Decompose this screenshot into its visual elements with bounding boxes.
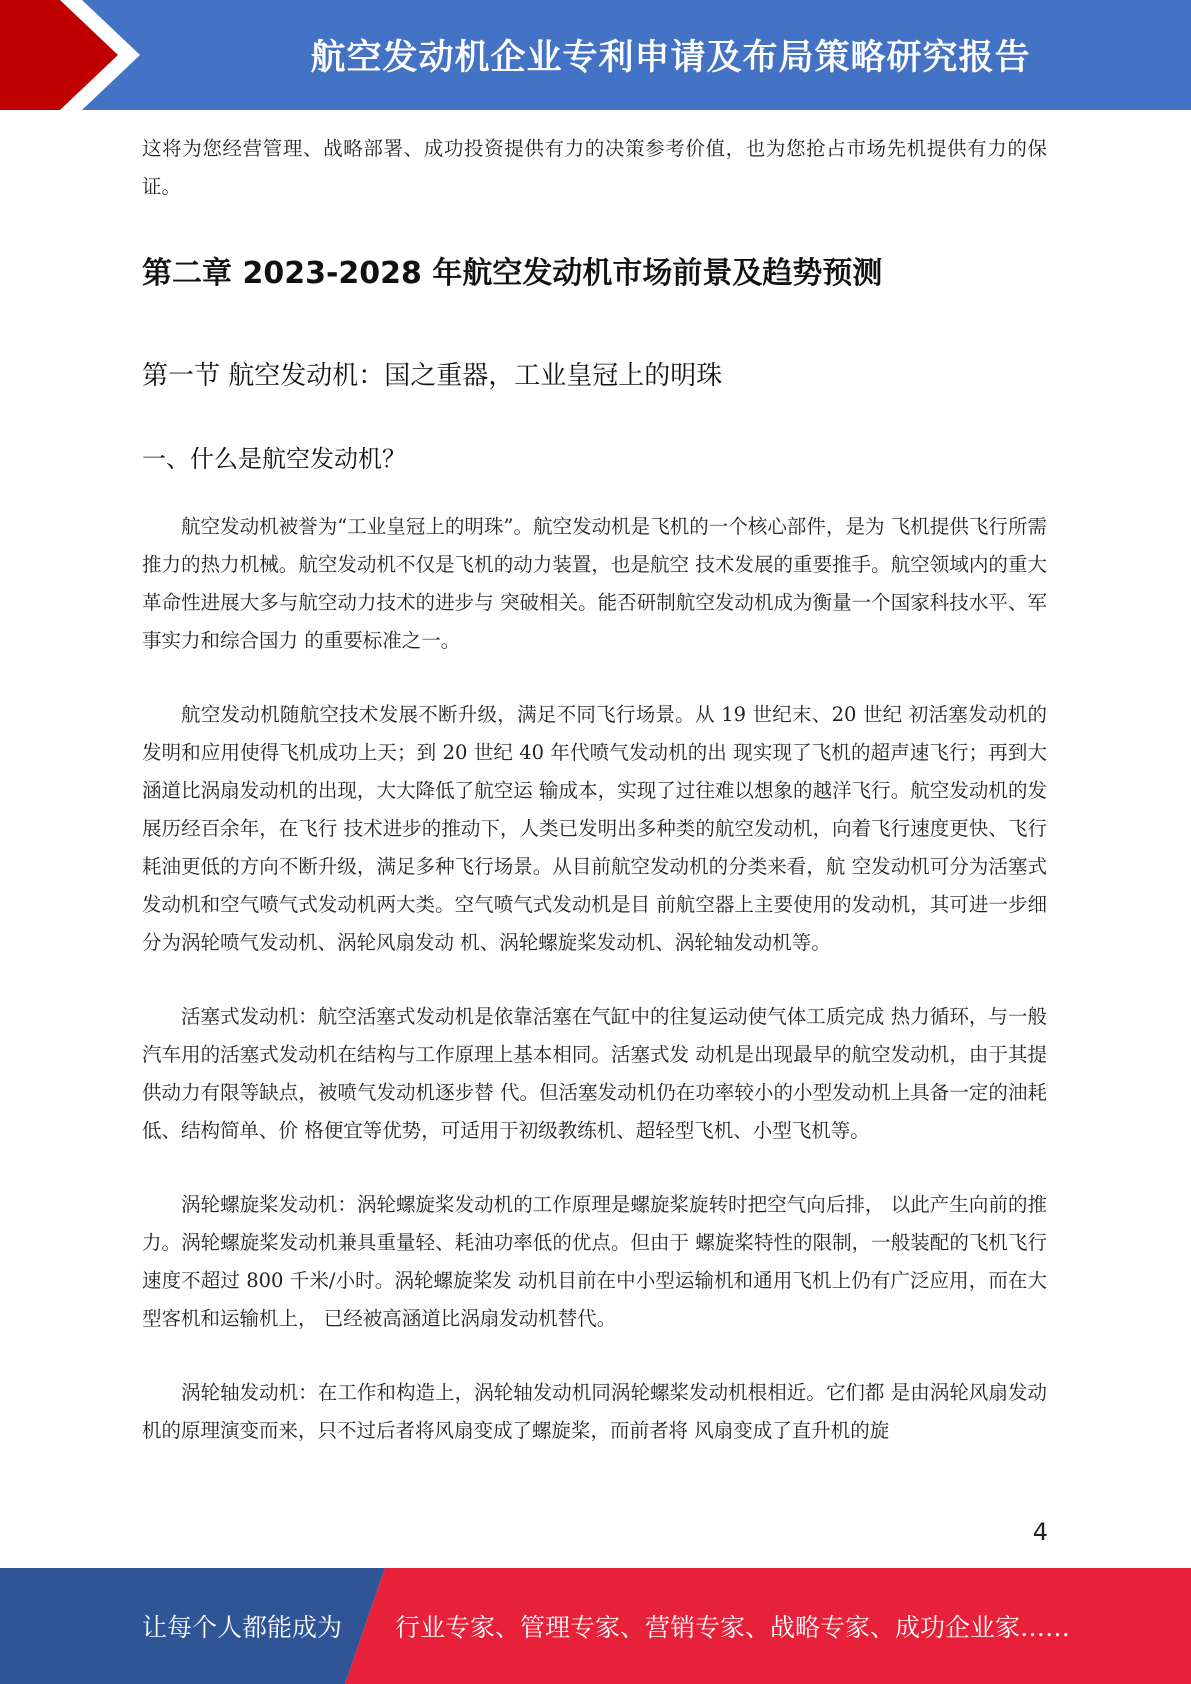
chapter-title: 第二章 2023-2028 年航空发动机市场前景及趋势预测: [142, 256, 883, 291]
page-footer: [0, 1568, 1191, 1684]
section-title: 第一节 航空发动机：国之重器，工业皇冠上的明珠: [142, 361, 723, 391]
body-paragraph: 活塞式发动机：航空活塞式发动机是依靠活塞在气缸中的往复运动使气体工质完成 热力循环，与一般汽车用的活塞式发动机在结构与工作原理上基本相同。活塞式发 动机是出现最早的航空发动机，由于其提供动力有限等缺点，被喷气发动机逐步替 代。但活塞发动机仍在功率较小的小型发动机上具备一定的油耗低、结构简单、价 格便宜等优势，可适用于初级教练机、超轻型飞机、小型飞机等。: [142, 1005, 1047, 1142]
arrow-banner-icon: [0, 0, 160, 110]
intro-paragraph: 这将为您经营管理、战略部署、成功投资提供有力的决策参考价值，也为您抢占市场先机提供有力的保证。: [142, 137, 1047, 198]
page-header: [0, 0, 1191, 110]
body-paragraph: 航空发动机被誉为“工业皇冠上的明珠”。航空发动机是飞机的一个核心部件，是为 飞机提供飞行所需推力的热力机械。航空发动机不仅是飞机的动力装置，也是航空 技术发展的重要推手。航空领域内的重大革命性进展大多与航空动力技术的进步与 突破相关。能否研制航空发动机成为衡量一个国家科技水平、军事实力和综合国力 的重要标准之一。: [142, 515, 1047, 652]
body-paragraph: 涡轮轴发动机：在工作和构造上，涡轮轴发动机同涡轮螺桨发动机根相近。它们都 是由涡轮风扇发动机的原理演变而来，只不过后者将风扇变成了螺旋桨，而前者将 风扇变成了直升机的旋: [142, 1381, 1047, 1442]
footer-slogan-right: 行业专家、管理专家、营销专家、战略专家、成功企业家……: [395, 1613, 1071, 1642]
footer-slogan-left: 让每个人都能成为: [142, 1613, 343, 1642]
body-paragraph: 航空发动机随航空技术发展不断升级，满足不同飞行场景。从 19 世纪末、20 世纪 初活塞发动机的发明和应用使得飞机成功上天；到 20 世纪 40 年代喷气发动机的出 现实现了飞机的超声速飞行；再到大涵道比涡扇发动机的出现，大大降低了航空运 输成本，实现了过往难以想象的越洋飞行。航空发动机的发展历经百余年，在飞行 技术进步的推动下，人类已发明出多种类的航空发动机，向着飞行速度更快、飞行 耗油更低的方向不断升级，满足多种飞行场景。从目前航空发动机的分类来看，航 空发动机可分为活塞式发动机和空气喷气式发动机两大类。空气喷气式发动机是目 前航空器上主要使用的发动机，其可进一步细分为涡轮喷气发动机、涡轮风扇发动 机、涡轮螺旋桨发动机、涡轮轴发动机等。: [142, 703, 1047, 954]
main-content: [142, 130, 1047, 1450]
subsection-title: 一、什么是航空发动机？: [142, 445, 406, 473]
page-number: 4: [1032, 1518, 1048, 1546]
report-title: 航空发动机企业专利申请及布局策略研究报告: [310, 38, 1031, 78]
body-paragraph: 涡轮螺旋桨发动机：涡轮螺旋桨发动机的工作原理是螺旋桨旋转时把空气向后排， 以此产生向前的推力。涡轮螺旋桨发动机兼具重量轻、耗油功率低的优点。但由于 螺旋桨特性的限制，一般装配的飞机飞行速度不超过 800 千米/小时。涡轮螺旋桨发 动机目前在中小型运输机和通用飞机上仍有广泛应用，而在大型客机和运输机上， 已经被高涵道比涡扇发动机替代。: [142, 1193, 1047, 1330]
